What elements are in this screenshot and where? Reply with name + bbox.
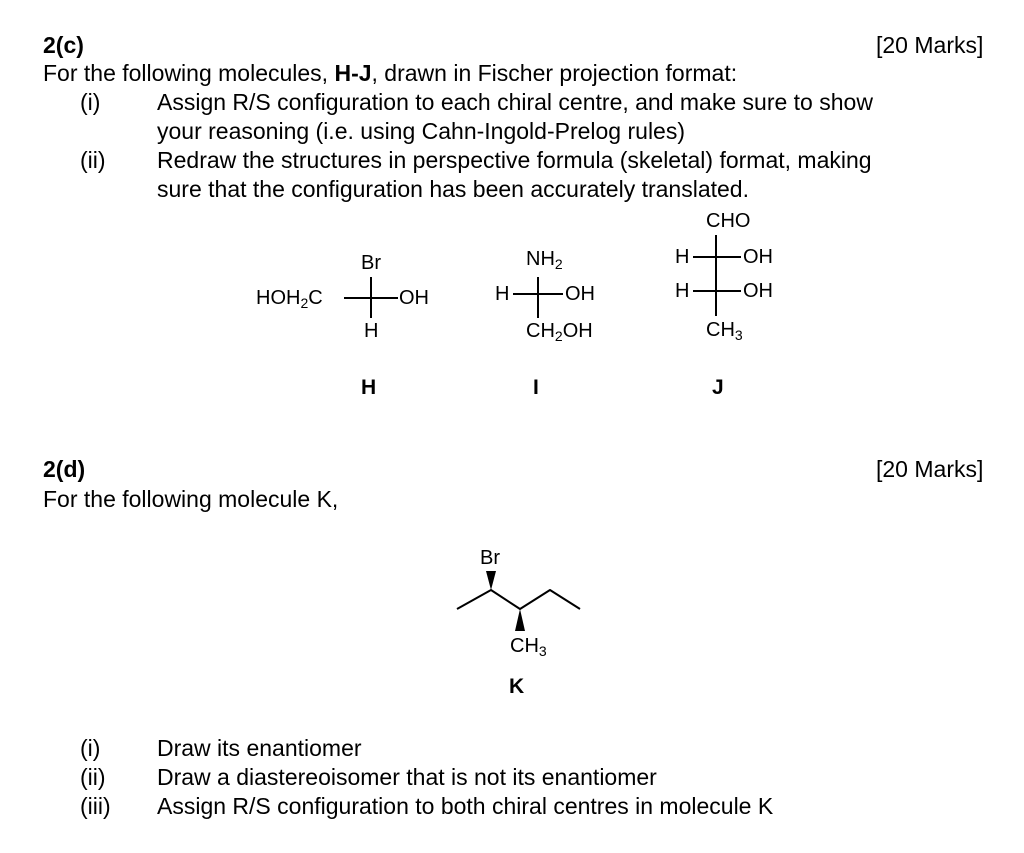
item-2c-ii-number: (ii) (80, 147, 106, 173)
fischer-J-bottom-substituent (706, 319, 743, 343)
fischer-I-bottom-main: CH (526, 320, 555, 342)
item-2d-iii-number: (iii) (80, 793, 111, 819)
molecule-J-label: J (712, 376, 724, 399)
intro-molecules-bold: H-J (334, 60, 372, 86)
item-2d-i-number: (i) (80, 735, 101, 761)
fischer-I-bottom-end: OH (562, 320, 593, 342)
fischer-J-row2-left: H (675, 280, 690, 302)
molecule-H-label: H (361, 376, 377, 399)
item-2d-i-text: Draw its enantiomer (157, 735, 362, 761)
item-2c-i-line1: Assign R/S configuration to each chiral centre, and make sure to show (157, 89, 873, 115)
item-2d-ii-text: Draw a diastereoisomer that is not its enantiomer (157, 764, 657, 790)
fischer-J-row1-right: OH (743, 246, 773, 268)
fischer-I-left-substituent: H (495, 283, 510, 305)
item-2d-iii-text: Assign R/S configuration to both chiral centres in molecule K (157, 793, 774, 819)
skeletal-K-bottom-substituent (510, 635, 547, 659)
fischer-J-row1-left: H (675, 246, 690, 268)
item-2d-ii-number: (ii) (80, 764, 106, 790)
fischer-J-top-substituent: CHO (706, 210, 751, 232)
skeletal-K-bottom-main: CH (510, 635, 539, 657)
fischer-I-top-sub: 2 (554, 256, 563, 272)
skeletal-K-bottom-sub: 3 (538, 643, 547, 659)
item-2c-ii-line2: sure that the configuration has been accurately translated. (157, 176, 749, 202)
item-2c-i-number: (i) (80, 89, 101, 115)
skeletal-K-chain (457, 590, 580, 609)
intro-text: For the following molecules, (43, 60, 335, 86)
fischer-I-top-main: NH (526, 248, 555, 270)
molecule-I-label: I (533, 376, 539, 399)
fischer-H-left-main: HOH (256, 287, 301, 309)
question-2d-marks: [20 Marks] (876, 456, 984, 482)
molecule-K-label: K (509, 675, 525, 698)
fischer-I-bottom-substituent (526, 320, 593, 344)
question-2c-marks: [20 Marks] (876, 32, 984, 58)
item-2c-ii-line1: Redraw the structures in perspective formula (skeletal) format, making (157, 147, 872, 173)
intro-text-end: , drawn in Fischer projection format: (371, 60, 738, 86)
skeletal-K-wedge-br (486, 571, 496, 590)
fischer-J-bottom-sub: 3 (734, 327, 743, 343)
fischer-I-top-substituent (526, 248, 563, 272)
fischer-H-left-sub: 2 (300, 295, 309, 311)
skeletal-K-top-substituent: Br (480, 547, 500, 569)
fischer-J-row2-right: OH (743, 280, 773, 302)
fischer-H-top-substituent: Br (361, 252, 381, 274)
fischer-H-bottom-substituent: H (364, 320, 379, 342)
fischer-H-right-substituent: OH (399, 287, 429, 309)
question-2d-intro: For the following molecule K, (43, 486, 339, 512)
question-2d-number: 2(d) (43, 456, 86, 482)
fischer-I-bottom-sub: 2 (554, 328, 563, 344)
fischer-H-left-end: C (308, 287, 323, 309)
fischer-I-right-substituent: OH (565, 283, 595, 305)
skeletal-K-wedge-ch3 (515, 609, 525, 631)
fischer-J-bottom-main: CH (706, 319, 735, 341)
fischer-H-left-substituent (256, 287, 323, 311)
item-2c-i-line2: your reasoning (i.e. using Cahn-Ingold-Prelog rules) (157, 118, 686, 144)
question-2c-number: 2(c) (43, 32, 84, 58)
